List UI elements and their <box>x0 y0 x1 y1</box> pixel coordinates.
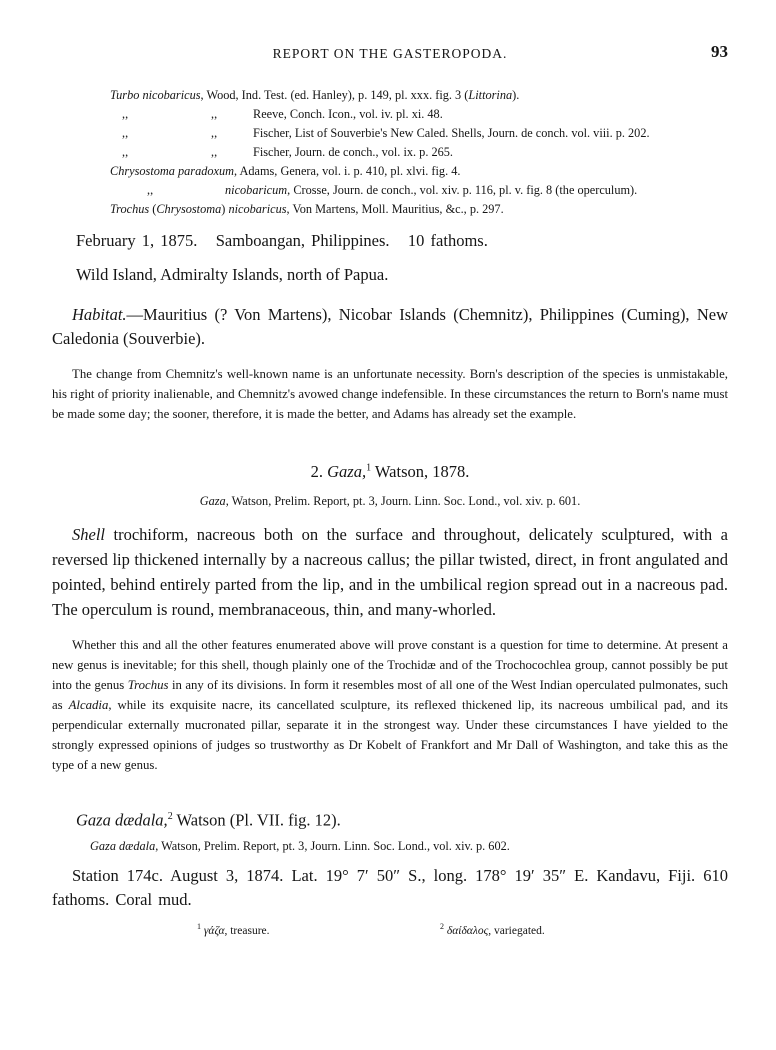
page <box>52 42 728 940</box>
synonymy-line: ,, nicobaricum, Crosse, Journ. de conch., vol. xiv. p. 116, pl. v. fig. 8 (the operculum). <box>147 183 638 197</box>
page-number: 93 <box>711 42 728 61</box>
footnotes <box>52 922 728 940</box>
synonymy-line: ,, ,, Fischer, List of Souverbie's New Caled. Shells, Journ. de conch. vol. viii. p. 202. <box>122 126 650 140</box>
genus-heading: 2. Gaza,$^1$ Watson, 1878. <box>310 462 470 481</box>
synonymy-line: Chrysostoma paradoxum, Adams, Genera, vol. i. p. 410, pl. xlvi. fig. 4. <box>110 164 461 178</box>
footnote: $^2$ δαίδαλος, variegated. <box>440 921 545 937</box>
genus-discussion: Whether this and all the other features enumerated above will prove constant is a question for time to determine. At present a new genus is inevitable; for this shell, though plainly one of the Trochidæ and of the Trochocochlea group, cannot possibly be put into the genus Trochus in any of its divisions. In form it resembles most of all one of the West Indian operculated pulmonates, such as Alcadia, while its exquisite nacre, its cancellated sculpture, its reflexed thickened lip, its nacreous umbilical pad, and its perpendicular externally mucronated pillar, separate it in the strongest way. Under these circumstances I have yielded to the strongly expressed opinions of judges so trustworthy as Dr Kobelt of Frankfort and Mr Dall of Washington, and take this as the type of a new genus. <box>52 638 728 772</box>
species-heading: Gaza dædala,$^2$ Watson (Pl. VII. fig. 12). <box>76 810 341 830</box>
synonymy-line: ,, ,, Fischer, Journ. de conch., vol. ix. p. 265. <box>122 145 453 159</box>
footnote: $^1$ γάζα, treasure. <box>197 921 270 937</box>
habitat-paragraph: Habitat.—Mauritius (? Von Martens), Nicobar Islands (Chemnitz), Philippines (Cuming), New Caledonia (Souverbie). <box>52 305 728 348</box>
species-reference: Gaza dædala, Watson, Prelim. Report, pt. 3, Journ. Linn. Soc. Lond., vol. xiv. p. 602. <box>90 838 510 853</box>
synonymy-line: ,, ,, Reeve, Conch. Icon., vol. iv. pl. xi. 48. <box>122 107 443 121</box>
shell-description: Shell trochiform, nacreous both on the surface and throughout, delicately sculptured, with a reversed lip thickened internally by a nacreous callus; the pillar twisted, direct, in front angulated and pointed, behind entirely parted from the lip, and in the umbilical region spread out in a nacreous pad. The operculum is round, membranaceous, thin, and many-whorled. <box>52 525 728 619</box>
station-record: Wild Island, Admiralty Islands, north of Papua. <box>76 265 389 284</box>
synonymy-line: Turbo nicobaricus, Wood, Ind. Test. (ed. Hanley), p. 149, pl. xxx. fig. 3 (Littorina). <box>110 88 520 102</box>
running-title: REPORT ON THE GASTEROPODA. <box>272 46 508 61</box>
synonymy-line: Trochus (Chrysostoma) nicobaricus, Von Martens, Moll. Mauritius, &c., p. 297. <box>110 202 504 216</box>
station-record: Station 174c. August 3, 1874. Lat. 19° 7′ 50″ S., long. 178° 19′ 35″ E. Kandavu, Fiji. 610 fathoms. Coral mud. <box>52 865 728 909</box>
station-record: February 1, 1875. Samboangan, Philippines. 10 fathoms. <box>76 231 488 250</box>
synonymy-list <box>52 86 728 219</box>
discussion-paragraph: The change from Chemnitz's well-known name is an unfortunate necessity. Born's description of the species is unmistakable, his right of priority inalienable, and Chemnitz's avowed change indefensible. In these circumstances the return to Born's name must be made some day; the sooner, therefore, it is made the better, and Adams has already set the example. <box>52 367 728 421</box>
genus-reference: Gaza, Watson, Prelim. Report, pt. 3, Journ. Linn. Soc. Lond., vol. xiv. p. 601. <box>199 494 581 508</box>
page-header <box>52 42 728 64</box>
